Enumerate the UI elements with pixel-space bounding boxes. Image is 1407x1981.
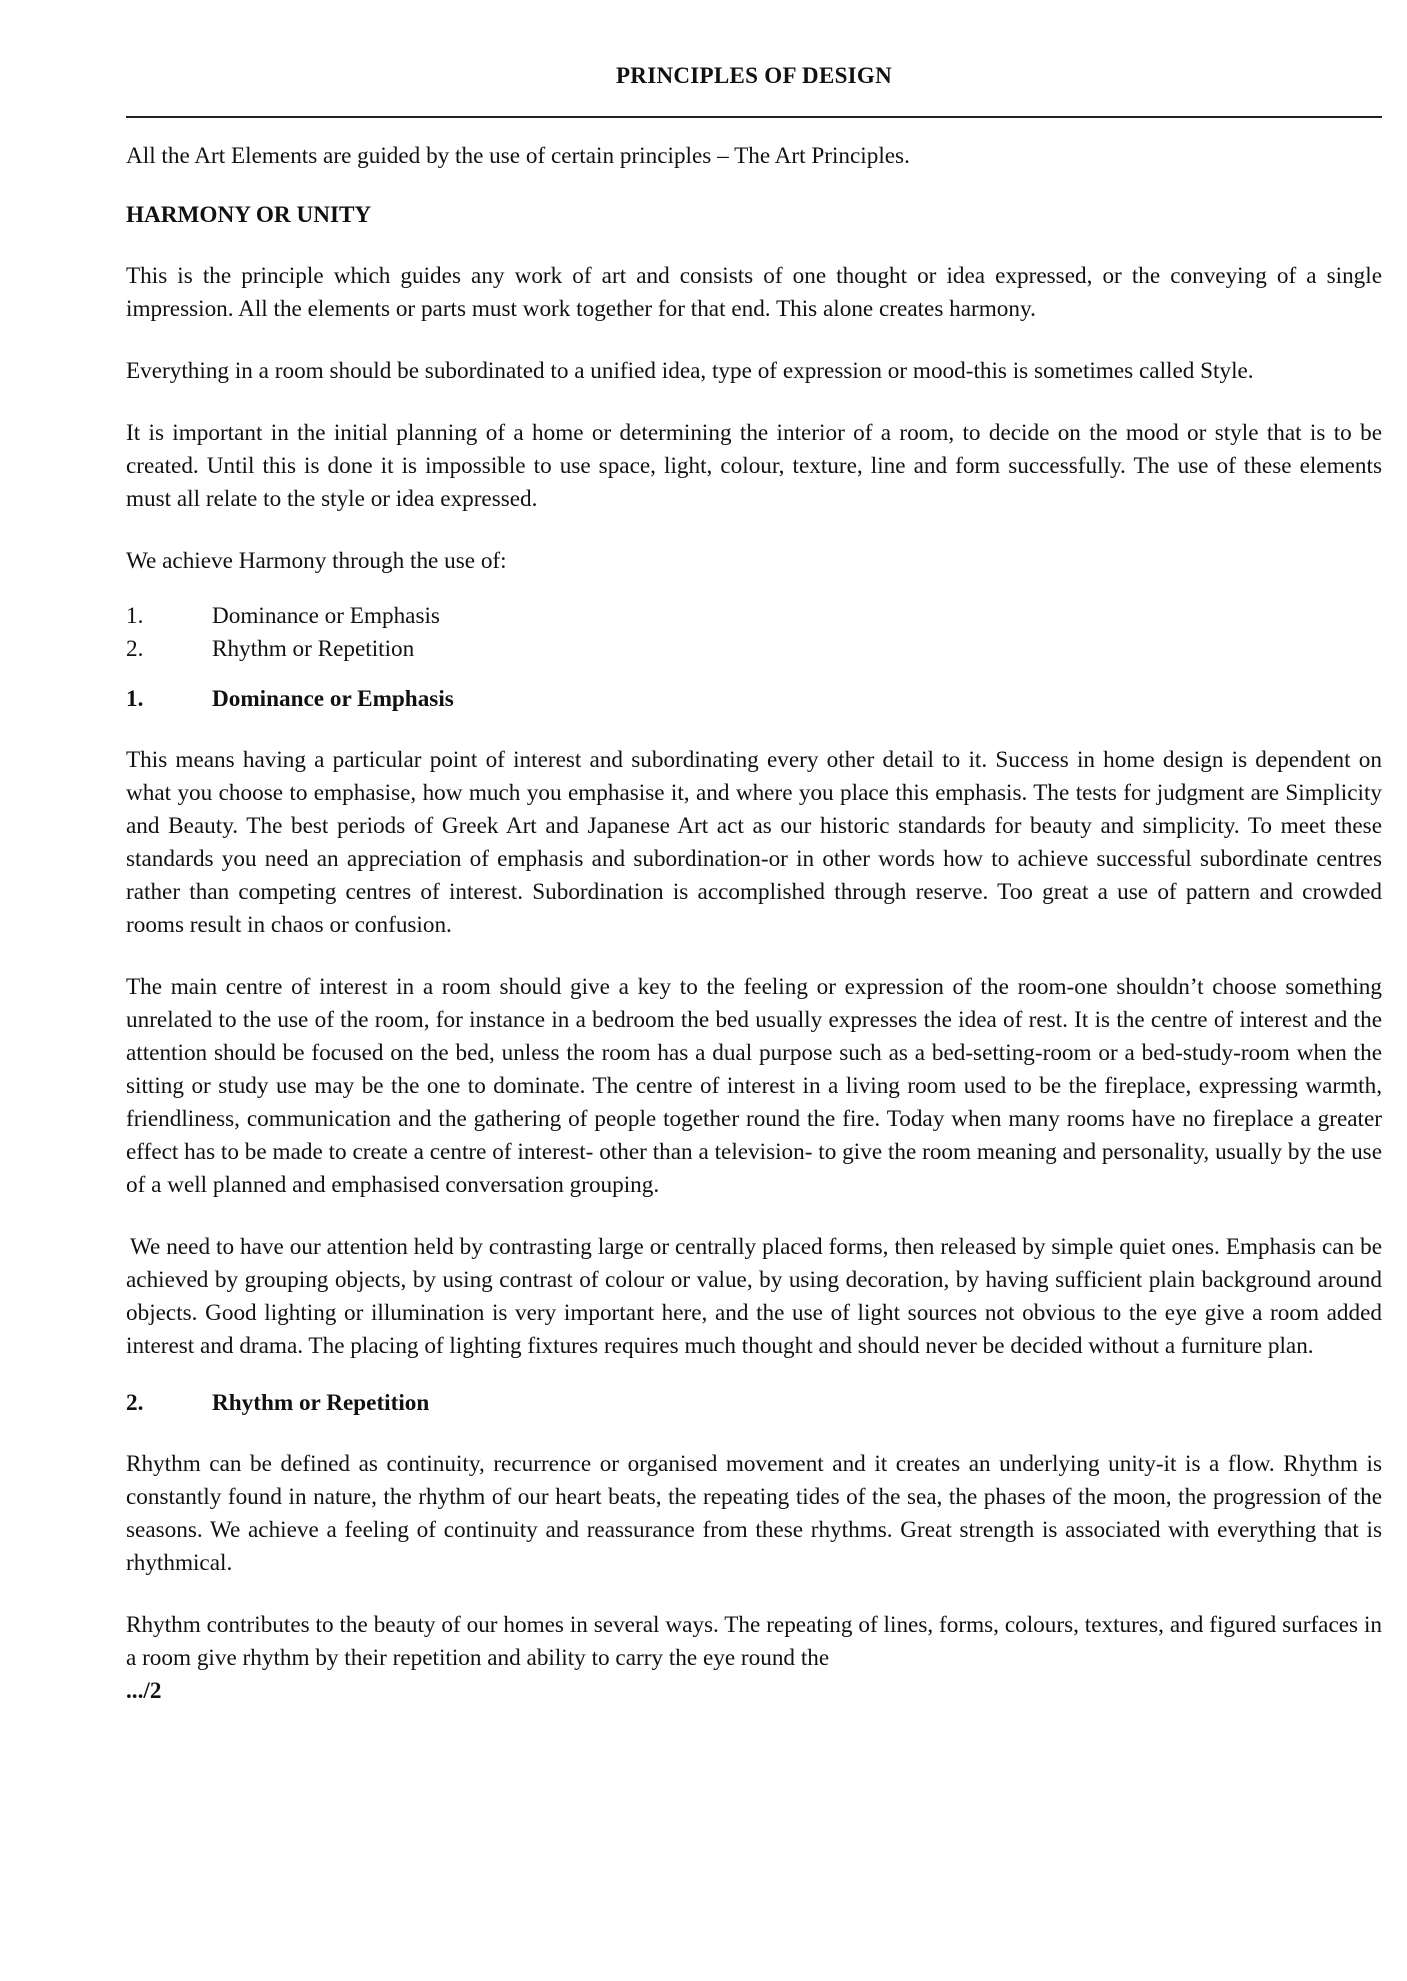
list-item-label: Rhythm or Repetition [212,635,415,662]
harmony-paragraph-2: Everything in a room should be subordinated to a unified idea, type of expression or mood-this is sometimes called Style. [126,357,1254,384]
subsection-heading-rhythm [126,1387,1382,1420]
title-divider [126,116,1382,118]
harmony-paragraph-3: It is important in the initial planning of a home or determining the interior of a room, to decide on the mood or style that is to be created. Until this is done it is impossible to use space, light, colour, texture, line and form successfully. The use of these elements must all relate to the style or idea expressed. [126,419,1382,512]
document-page [126,52,1382,1708]
intro-paragraph: All the Art Elements are guided by the use of certain principles – The Art Principles. [126,142,910,169]
list-item-number: 2. [126,635,144,662]
subsection-title: Rhythm or Repetition [212,1389,430,1416]
dominance-paragraph-1: This means having a particular point of interest and subordinating every other detail to it. Success in home design is dependent on what you choose to emphasise, how much you emphasise it, and where you place this emphasis. The tests for judgment are Simplicity and Beauty. The best periods of Greek Art and Japanese Art act as our historic standards for beauty and simplicity. To meet these standards you need an appreciation of emphasis and subordination-or in other words how to achieve successful subordinate centres rather than competing centres of interest. Subordination is accomplished through reserve. Too great a use of pattern and crowded rooms result in chaos or confusion. [126,746,1382,938]
list-item [126,633,1382,666]
dominance-paragraph-2: The main centre of interest in a room should give a key to the feeling or expression of the room-one shouldn’t choose something unrelated to the use of the room, for instance in a bedroom the bed usually expresses the idea of rest. It is the centre of interest and the attention should be focused on the bed, unless the room has a dual purpose such as a bed-setting-room or a bed-study-room when the sitting or study use may be the one to dominate. The centre of interest in a living room used to be the fireplace, expressing warmth, friendliness, communication and the gathering of people together round the fire. Today when many rooms have no fireplace a greater effect has to be made to create a centre of interest- other than a television- to give the room meaning and personality, usually by the use of a well planned and emphasised conversation grouping. [126,973,1382,1198]
harmony-paragraph-4: We achieve Harmony through the use of: [126,547,507,574]
subsection-number: 1. [126,685,144,712]
list-item-label: Dominance or Emphasis [212,602,440,629]
rhythm-paragraph-2: Rhythm contributes to the beauty of our homes in several ways. The repeating of lines, forms, colours, textures, and figured surfaces in a room give rhythm by their repetition and ability to carry the eye round the [126,1611,1382,1671]
subsection-number: 2. [126,1389,144,1416]
rhythm-paragraph-1: Rhythm can be defined as continuity, recurrence or organised movement and it creates an underlying unity-it is a flow. Rhythm is constantly found in nature, the rhythm of our heart beats, the repeating tides of the sea, the phases of the moon, the progression of the seasons. We achieve a feeling of continuity and reassurance from these rhythms. Great strength is associated with everything that is rhythmical. [126,1450,1382,1576]
page-title: PRINCIPLES OF DESIGN [615,63,893,88]
subsection-title: Dominance or Emphasis [212,685,454,712]
list-item [126,600,1382,633]
section-heading-harmony: HARMONY OR UNITY [126,201,372,228]
page-continuation-marker: .../2 [126,1677,162,1704]
harmony-paragraph-1: This is the principle which guides any work of art and consists of one thought or idea expressed, or the conveying of a single impression. All the elements or parts must work together for that end. This alone creates harmony. [126,262,1382,322]
dominance-paragraph-3: We need to have our attention held by contrasting large or centrally placed forms, then released by simple quiet ones. Emphasis can be achieved by grouping objects, by using contrast of colour or value, by using decoration, by having sufficient plain background around objects. Good lighting or illumination is very important here, and the use of light sources not obvious to the eye give a room added interest and drama. The placing of lighting fixtures requires much thought and should never be decided without a furniture plan. [126,1233,1382,1359]
harmony-list [126,600,1382,666]
subsection-heading-dominance [126,683,1382,716]
list-item-number: 1. [126,602,144,629]
